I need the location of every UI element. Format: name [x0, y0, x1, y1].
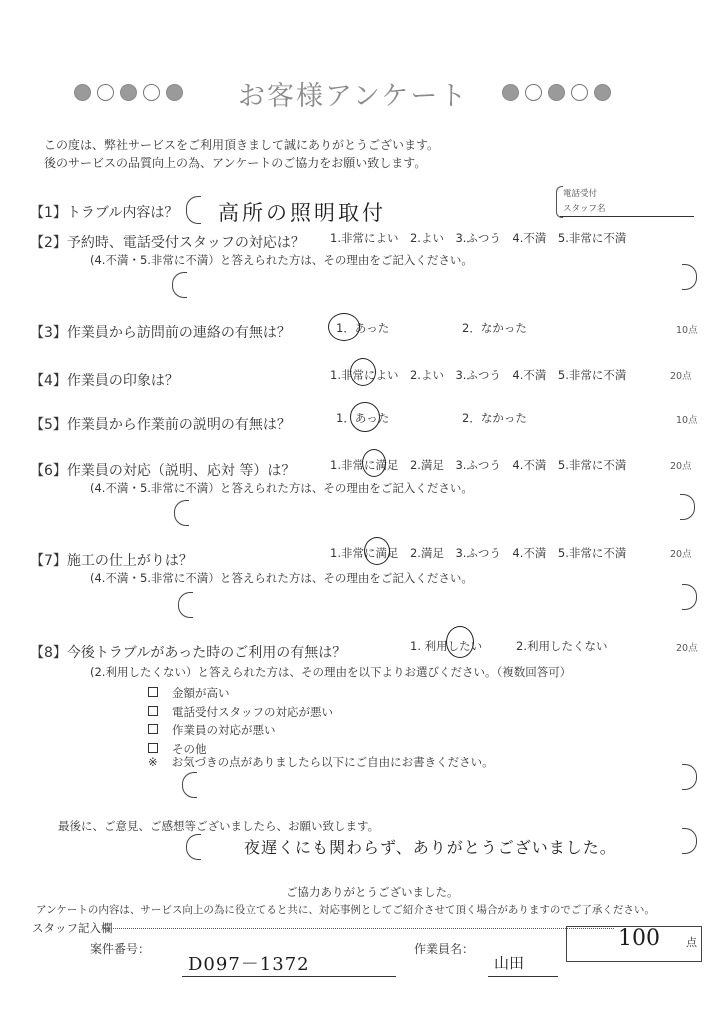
q1-bracket [186, 196, 201, 224]
footer-thanks: ご協力ありがとうございました。 [286, 885, 459, 899]
q6-note: (4.不満・5.非常に不満）と答えられた方は、その理由をご記入ください。 [90, 481, 473, 495]
intro-line-2: 後のサービスの品質向上の為、アンケートのご協力をお願い致します。 [44, 156, 427, 170]
case-number-label: 案件番号： [90, 942, 151, 956]
q7-options: 1.非常に満足 2.満足 3.ふつう 4.不満 5.非常に不満 [330, 546, 627, 560]
q8-note: (2.利用したくない）と答えられた方は、その理由を以下よりお選びください。（複数回答可） [90, 665, 572, 679]
page-title: お客様アンケート [238, 81, 469, 112]
staff-box-bracket [556, 186, 563, 218]
q7-bracket-left [178, 592, 193, 618]
q8-reason-1-label: 金額が高い [172, 686, 230, 700]
worker-name-label: 作業員名： [414, 942, 475, 956]
q8-option-1: 1. 利用したい [410, 639, 483, 653]
checkbox-icon [148, 706, 158, 716]
q3-points: 10点 [676, 325, 698, 336]
q4-points: 20点 [670, 371, 692, 382]
closing-bracket-left [186, 834, 201, 860]
q4-options: 1.非常によい 2.よい 3.ふつう 4.不満 5.非常に不満 [330, 368, 627, 382]
q5-option-1: 1．あった [336, 411, 390, 425]
q8-bracket-left [182, 772, 197, 798]
intro-line-1: この度は、弊社サービスをご利用頂きまして誠にありがとうございます。 [44, 138, 440, 152]
q6-label: 【6】作業員の対応（説明、応対 等）は？ [30, 463, 296, 479]
footer-disclaimer: アンケートの内容は、サービス向上の為に役立てると共に、対応事例としてご紹介させて頂く場合がありますのでご了承ください。 [36, 904, 655, 916]
score-value: 100 [618, 926, 660, 951]
q5-points: 10点 [676, 415, 698, 426]
worker-name-value: 山田 [494, 954, 525, 972]
q6-selection-mark [362, 449, 386, 477]
q1-answer: 高所の照明取付 [218, 201, 386, 225]
q8-label: 【8】今後トラブルがあった時のご利用の有無は？ [30, 645, 347, 661]
q6-options: 1.非常に満足 2.満足 3.ふつう 4.不満 5.非常に不満 [330, 458, 627, 472]
case-number-value: D097－1372 [188, 954, 310, 975]
q3-option-2: 2．なかった [462, 321, 527, 335]
checkbox-icon [148, 687, 158, 697]
q8-points: 20点 [676, 643, 698, 654]
q6-bracket-right [680, 494, 695, 520]
closing-answer: 夜遅くにも関わらず、ありがとうございました。 [244, 838, 617, 857]
checkbox-icon [148, 743, 158, 753]
case-number-underline [182, 976, 396, 977]
q8-free-label: お気づきの点がありましたら以下にご自由にお書きください。 [171, 755, 494, 769]
q7-bracket-right [682, 584, 697, 610]
q5-selection-mark [350, 402, 380, 432]
staff-section-divider [104, 928, 614, 929]
q3-option-1: 1．あった [336, 321, 390, 335]
title-decoration-left [74, 84, 183, 101]
q2-options: 1.非常によい 2.よい 3.ふつう 4.不満 5.非常に不満 [330, 231, 627, 245]
q6-bracket-left [174, 500, 189, 526]
q6-points: 20点 [670, 461, 692, 472]
closing-prompt: 最後に、ご意見、ご感想等ございましたら、お願い致します。 [58, 819, 380, 833]
closing-bracket-right [682, 828, 697, 854]
q4-label: 【4】作業員の印象は？ [30, 373, 179, 389]
q8-selection-mark [446, 626, 474, 658]
q4-selection-mark [350, 358, 376, 386]
score-unit: 点 [686, 936, 697, 949]
q8-reason-4-label: その他 [172, 742, 207, 756]
checkbox-icon [148, 724, 158, 734]
q2-label: 【2】予約時、電話受付スタッフの対応は？ [30, 235, 305, 251]
staff-section-label: スタッフ記入欄 [32, 921, 113, 935]
q3-selection-mark [328, 313, 360, 341]
q8-reason-3 [148, 722, 276, 738]
q8-free-comment [148, 754, 494, 770]
q8-bracket-right [682, 764, 697, 790]
q2-bracket-right [682, 264, 697, 290]
q5-option-2: 2．なかった [462, 411, 527, 425]
staff-box-underline [560, 216, 694, 217]
q8-reason-3-label: 作業員の対応が悪い [172, 723, 276, 737]
q8-option-2: 2.利用したくない [516, 639, 608, 653]
staff-box-line2: スタッフ名 [563, 204, 606, 214]
q7-points: 20点 [670, 549, 692, 560]
q5-label: 【5】作業員から作業前の説明の有無は？ [30, 417, 291, 433]
q3-label: 【3】作業員から訪問前の連絡の有無は？ [30, 325, 291, 341]
q8-reason-1 [148, 685, 230, 701]
q8-reason-2-label: 電話受付スタッフの対応が悪い [172, 705, 333, 719]
q2-bracket-left [172, 272, 187, 298]
q7-label: 【7】施工の仕上がりは？ [30, 553, 193, 569]
q8-reason-2 [148, 704, 333, 720]
q7-selection-mark [364, 537, 390, 565]
title-decoration-right [502, 84, 611, 101]
staff-box-line1: 電話受付 [563, 189, 598, 199]
note-mark: ※ [148, 755, 158, 769]
q7-note: (4.不満・5.非常に不満）と答えられた方は、その理由をご記入ください。 [90, 571, 473, 585]
q2-note: (4.不満・5.非常に不満）と答えられた方は、その理由をご記入ください。 [90, 253, 473, 267]
worker-name-underline [488, 976, 558, 977]
q1-label: 【1】トラブル内容は？ [30, 205, 179, 221]
